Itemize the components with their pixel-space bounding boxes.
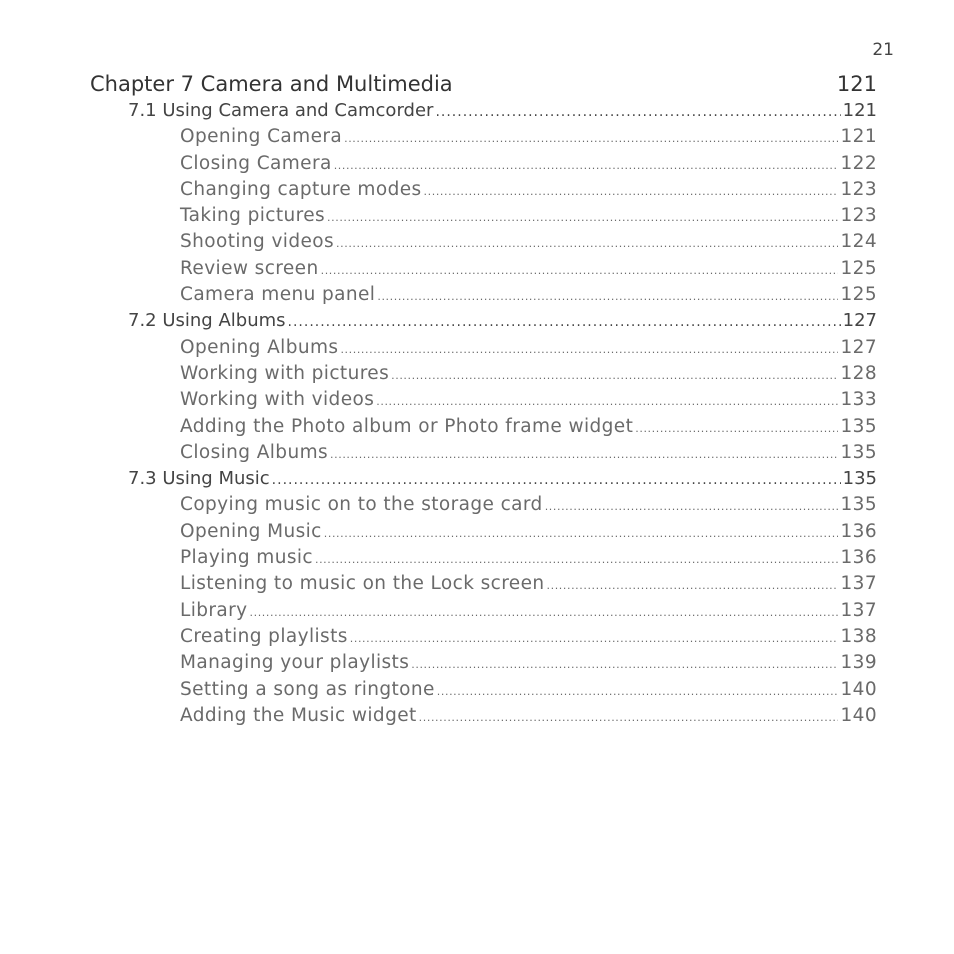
toc-entry-page-number: 122 [840, 152, 877, 174]
dot-leader [330, 448, 838, 461]
toc-entry-label: Listening to music on the Lock screen [180, 573, 545, 595]
dot-leader [547, 579, 839, 592]
toc-section-entry[interactable] [90, 310, 877, 336]
toc-subsection-entry[interactable] [90, 153, 877, 179]
dot-leader [334, 159, 839, 172]
toc-entry-label: Adding the Photo album or Photo frame widget [180, 415, 634, 437]
dot-leader [377, 290, 838, 303]
toc-entry-page-number: 123 [840, 205, 877, 227]
dot-leader [635, 422, 838, 435]
toc-subsection-entry[interactable] [90, 626, 877, 652]
toc-entry-label: Setting a song as ringtone [180, 678, 435, 700]
toc-entry-label: Taking pictures [180, 205, 326, 227]
dot-leader [545, 500, 839, 513]
toc-entry-label: Working with pictures [180, 362, 390, 384]
toc-entry-page-number: 139 [840, 652, 877, 674]
toc-entry-page-number: 137 [840, 573, 877, 595]
dot-leader [391, 369, 838, 382]
toc-subsection-entry[interactable] [90, 521, 877, 547]
dot-leader [344, 132, 838, 145]
toc-entry-label: Managing your playlists [180, 652, 410, 674]
toc-entry-label: Closing Albums [180, 441, 329, 463]
dot-leader [272, 472, 841, 488]
toc-entry-label: Library [180, 599, 248, 621]
toc-entry-page-number: 135 [840, 494, 877, 516]
toc-entry-label: Closing Camera [180, 152, 332, 174]
toc-subsection-entry[interactable] [90, 600, 877, 626]
toc-subsection-entry[interactable] [90, 573, 877, 599]
toc-entry-page-number: 125 [840, 257, 877, 279]
toc-entry-page-number: 135 [842, 468, 877, 490]
toc-subsection-entry[interactable] [90, 494, 877, 520]
dot-leader [336, 237, 838, 250]
table-of-contents [90, 72, 877, 731]
dot-leader [250, 606, 839, 619]
toc-entry-label: Playing music [180, 547, 313, 569]
dot-leader [288, 314, 841, 330]
toc-entry-page-number: 128 [840, 362, 877, 384]
toc-entry-page-number: 140 [840, 678, 877, 700]
toc-entry-label: Adding the Music widget [180, 704, 417, 726]
chapter-heading[interactable] [90, 72, 877, 100]
toc-entry-page-number: 125 [840, 284, 877, 306]
toc-entry-page-number: 124 [840, 231, 877, 253]
toc-subsection-entry[interactable] [90, 416, 877, 442]
toc-entry-label: Review screen [180, 257, 319, 279]
toc-entry-label: 7.3 Using Music [128, 468, 270, 490]
toc-entry-label: Opening Music [180, 520, 322, 542]
dot-leader [435, 104, 840, 120]
toc-entry-page-number: 133 [840, 389, 877, 411]
toc-subsection-entry[interactable] [90, 231, 877, 257]
dot-leader [424, 185, 839, 198]
toc-subsection-entry[interactable] [90, 179, 877, 205]
toc-entry-page-number: 123 [840, 178, 877, 200]
dot-leader [350, 632, 839, 645]
toc-subsection-entry[interactable] [90, 389, 877, 415]
dot-leader [419, 711, 839, 724]
toc-entry-page-number: 135 [840, 441, 877, 463]
toc-entry-page-number: 140 [840, 704, 877, 726]
toc-section-entry[interactable] [90, 100, 877, 126]
toc-subsection-entry[interactable] [90, 284, 877, 310]
toc-entry-label: Working with videos [180, 389, 375, 411]
toc-subsection-entry[interactable] [90, 363, 877, 389]
toc-entry-label: Copying music on to the storage card [180, 494, 543, 516]
toc-entry-label: Opening Albums [180, 336, 339, 358]
chapter-title: Chapter 7 Camera and Multimedia [90, 72, 453, 96]
dot-leader [340, 343, 838, 356]
page-number: 21 [872, 40, 894, 60]
toc-subsection-entry[interactable] [90, 679, 877, 705]
toc-subsection-entry[interactable] [90, 337, 877, 363]
toc-entry-page-number: 135 [840, 415, 877, 437]
chapter-page-number: 121 [836, 72, 877, 96]
toc-entry-page-number: 121 [840, 126, 877, 148]
toc-subsection-entry[interactable] [90, 652, 877, 678]
dot-leader [437, 685, 839, 698]
toc-entry-label: Opening Camera [180, 126, 343, 148]
toc-subsection-entry[interactable] [90, 258, 877, 284]
toc-entry-page-number: 127 [840, 336, 877, 358]
toc-section-entry[interactable] [90, 468, 877, 494]
dot-leader [411, 658, 838, 671]
dot-leader [376, 395, 838, 408]
dot-leader [321, 264, 839, 277]
toc-entry-label: 7.1 Using Camera and Camcorder [128, 100, 434, 121]
toc-entry-page-number: 127 [842, 310, 877, 332]
toc-entry-label: 7.2 Using Albums [128, 310, 286, 332]
toc-entry-label: Creating playlists [180, 625, 348, 647]
toc-entry-page-number: 136 [840, 520, 877, 542]
toc-subsection-entry[interactable] [90, 205, 877, 231]
toc-entry-page-number: 137 [840, 599, 877, 621]
toc-entry-page-number: 121 [842, 100, 877, 121]
toc-entry-label: Camera menu panel [180, 284, 376, 306]
toc-entry-page-number: 136 [840, 547, 877, 569]
toc-subsection-entry[interactable] [90, 705, 877, 731]
toc-entry-label: Shooting videos [180, 231, 335, 253]
dot-leader [327, 211, 838, 224]
toc-subsection-entry[interactable] [90, 547, 877, 573]
toc-entry-label: Changing capture modes [180, 178, 422, 200]
dot-leader [324, 527, 839, 540]
dot-leader [315, 553, 839, 566]
toc-entries [90, 100, 877, 731]
toc-subsection-entry[interactable] [90, 442, 877, 468]
toc-subsection-entry[interactable] [90, 126, 877, 152]
toc-entry-page-number: 138 [840, 625, 877, 647]
